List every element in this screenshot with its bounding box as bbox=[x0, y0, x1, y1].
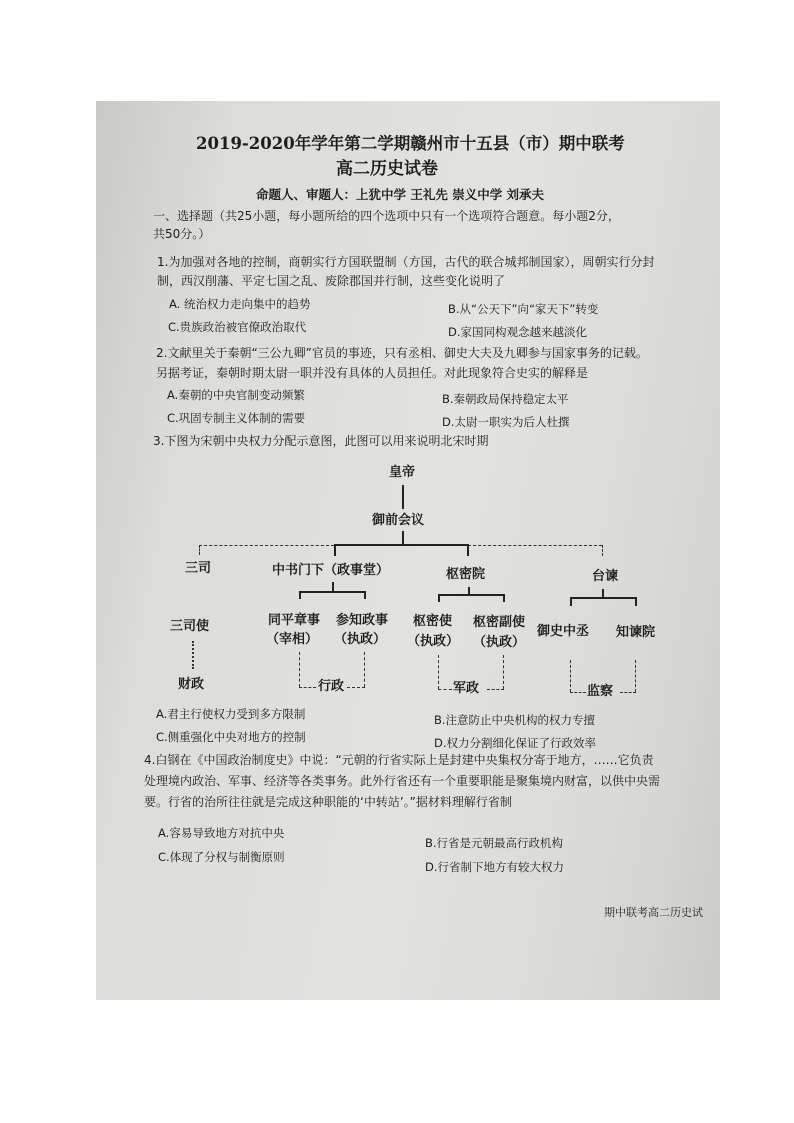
node-shumi: 枢密院 bbox=[446, 567, 486, 582]
question-3-option-d[interactable]: D.权力分割细化保证了行政效率 bbox=[434, 736, 597, 750]
node-shumifushi-role: （执政） bbox=[473, 635, 526, 650]
node-sansi-shi: 三司使 bbox=[170, 619, 210, 634]
node-yushi: 御史中丞 bbox=[537, 624, 590, 639]
question-1-option-c[interactable]: C.贵族政治被官僚政治取代 bbox=[168, 320, 307, 334]
drop-shumi bbox=[467, 544, 469, 556]
question-1-option-b[interactable]: B.从“公天下”向“家天下”转变 bbox=[448, 302, 599, 316]
dashed-right-jiancha bbox=[635, 660, 636, 692]
dashed-bottom-right-jiancha bbox=[620, 692, 636, 693]
question-2-option-a[interactable]: A.秦朝的中央官制变动频繁 bbox=[167, 388, 305, 402]
question-4-option-c[interactable]: C.体现了分权与制衡原则 bbox=[158, 850, 285, 864]
node-tongping-role: （宰相） bbox=[266, 632, 319, 647]
branch-zhongshu bbox=[299, 591, 365, 593]
question-2-option-c[interactable]: C.巩固专制主义体制的需要 bbox=[167, 411, 306, 425]
drop-yushi bbox=[570, 597, 572, 606]
question-3-option-a[interactable]: A.君主行使权力受到多方限制 bbox=[156, 707, 306, 721]
dotted-connector-caizheng bbox=[192, 641, 194, 669]
drop-zhijian bbox=[635, 597, 637, 606]
dashed-left-xingzheng bbox=[299, 652, 300, 687]
exam-title: 2019-2020年学年第二学期赣州市十五县（市）期中联考 bbox=[196, 134, 625, 153]
horizontal-bus bbox=[334, 544, 468, 546]
function-xingzheng: 行政 bbox=[318, 679, 345, 694]
question-3-option-c[interactable]: C.侧重强化中央对地方的控制 bbox=[156, 730, 306, 744]
function-caizheng: 财政 bbox=[178, 677, 205, 692]
dashed-drop-sansi bbox=[199, 545, 200, 555]
question-2-stem: 2.文献里关于秦朝“三公九卿”官员的事迹，只有丞相、御史大夫及九卿参与国家事务的记载。 bbox=[156, 346, 648, 360]
exam-subtitle: 高二历史试卷 bbox=[336, 159, 438, 179]
drop-shumifushi bbox=[503, 594, 505, 602]
running-footer: 期中联考高二历史试 bbox=[604, 906, 703, 919]
node-council: 御前会议 bbox=[372, 513, 425, 528]
node-emperor: 皇帝 bbox=[389, 465, 416, 480]
node-zhijian: 知谏院 bbox=[616, 625, 656, 640]
node-taijian: 台谏 bbox=[592, 569, 619, 584]
question-4-stem: 4.白钢在《中国政治制度史》中说：“元朝的行省实际上是封建中央集权分寄于地方，……它负责 bbox=[144, 753, 654, 767]
connector-council-down bbox=[402, 531, 404, 545]
dashed-left-junzheng bbox=[438, 655, 439, 689]
exam-paper-photo bbox=[96, 101, 720, 1000]
dashed-bottom-left-xingzheng bbox=[299, 687, 316, 688]
dashed-right-xingzheng bbox=[364, 652, 365, 687]
node-shumishi: 枢密使 bbox=[413, 614, 453, 629]
node-zhongshu: 中书门下（政事堂） bbox=[272, 563, 390, 578]
question-2-stem-cont: 另据考证，秦朝时期太尉一职并没有具体的人员担任。对此现象符合史实的解释是 bbox=[156, 366, 589, 380]
node-shumifushi: 枢密副使 bbox=[473, 615, 526, 630]
drop-tongping bbox=[299, 591, 301, 599]
function-junzheng: 军政 bbox=[453, 681, 480, 696]
branch-taijian bbox=[570, 597, 636, 599]
node-sansi: 三司 bbox=[185, 561, 212, 576]
question-2-option-d[interactable]: D.太尉一职实为后人杜撰 bbox=[442, 415, 570, 429]
question-3-option-b[interactable]: B.注意防止中央机构的权力专擅 bbox=[434, 713, 596, 727]
question-4-option-a[interactable]: A.容易导致地方对抗中央 bbox=[158, 826, 285, 840]
question-1-stem: 1.为加强对各地的控制，商朝实行方国联盟制（方国，古代的联合城邦制国家），周朝实行分封 bbox=[157, 255, 655, 269]
dashed-bottom-right-xingzheng bbox=[347, 687, 365, 688]
question-2-option-b[interactable]: B.秦朝政局保持稳定太平 bbox=[442, 392, 569, 406]
dashed-link-sansi bbox=[199, 545, 334, 546]
dashed-bottom-left-junzheng bbox=[438, 689, 452, 690]
question-1-stem-cont: 制，西汉削藩、平定七国之乱、废除郡国并行制，这些变化说明了 bbox=[157, 274, 506, 288]
function-jiancha: 监察 bbox=[587, 684, 614, 699]
node-shumishi-role: （执政） bbox=[407, 634, 460, 649]
connector-emperor-council bbox=[402, 485, 404, 509]
drop-shumishi bbox=[438, 594, 440, 602]
dashed-bottom-right-junzheng bbox=[487, 689, 504, 690]
section-heading-cont: 共50分。） bbox=[153, 227, 211, 241]
question-4-option-d[interactable]: D.行省制下地方有较大权力 bbox=[425, 860, 565, 874]
drop-canzhi bbox=[364, 591, 366, 599]
branch-shumi bbox=[438, 594, 504, 596]
question-4-stem-cont-2: 要。行省的治所往往就是完成这种职能的‘中转站’。”据材料理解行省制 bbox=[144, 795, 512, 809]
dashed-right-junzheng bbox=[503, 655, 504, 689]
drop-zhongshu bbox=[334, 544, 336, 556]
node-tongping: 同平章事 bbox=[268, 613, 321, 628]
dashed-left-jiancha bbox=[570, 660, 571, 692]
dashed-bottom-left-jiancha bbox=[570, 692, 586, 693]
dashed-drop-taijian bbox=[602, 545, 603, 556]
dashed-link-taijian bbox=[468, 545, 602, 546]
question-4-stem-cont-1: 处理境内政治、军事、经济等各类事务。此外行省还有一个重要职能是聚集境内财富，以供中央需 bbox=[144, 774, 661, 788]
question-1-option-d[interactable]: D.家国同构观念越来越淡化 bbox=[448, 325, 588, 339]
node-canzhi-role: （执政） bbox=[334, 632, 387, 647]
author-line: 命题人、审题人：上犹中学 王礼先 崇义中学 刘承夫 bbox=[256, 187, 545, 202]
node-canzhi: 参知政事 bbox=[336, 613, 389, 628]
question-4-option-b[interactable]: B.行省是元朝最高行政机构 bbox=[425, 836, 564, 850]
question-1-option-a[interactable]: A. 统治权力走向集中的趋势 bbox=[169, 297, 311, 311]
question-3-stem: 3.下图为宋朝中央权力分配示意图，此图可以用来说明北宋时期 bbox=[153, 434, 489, 448]
section-heading: 一、选择题（共25小题，每小题所给的四个选项中只有一个选项符合题意。每小题2分， bbox=[153, 209, 620, 223]
